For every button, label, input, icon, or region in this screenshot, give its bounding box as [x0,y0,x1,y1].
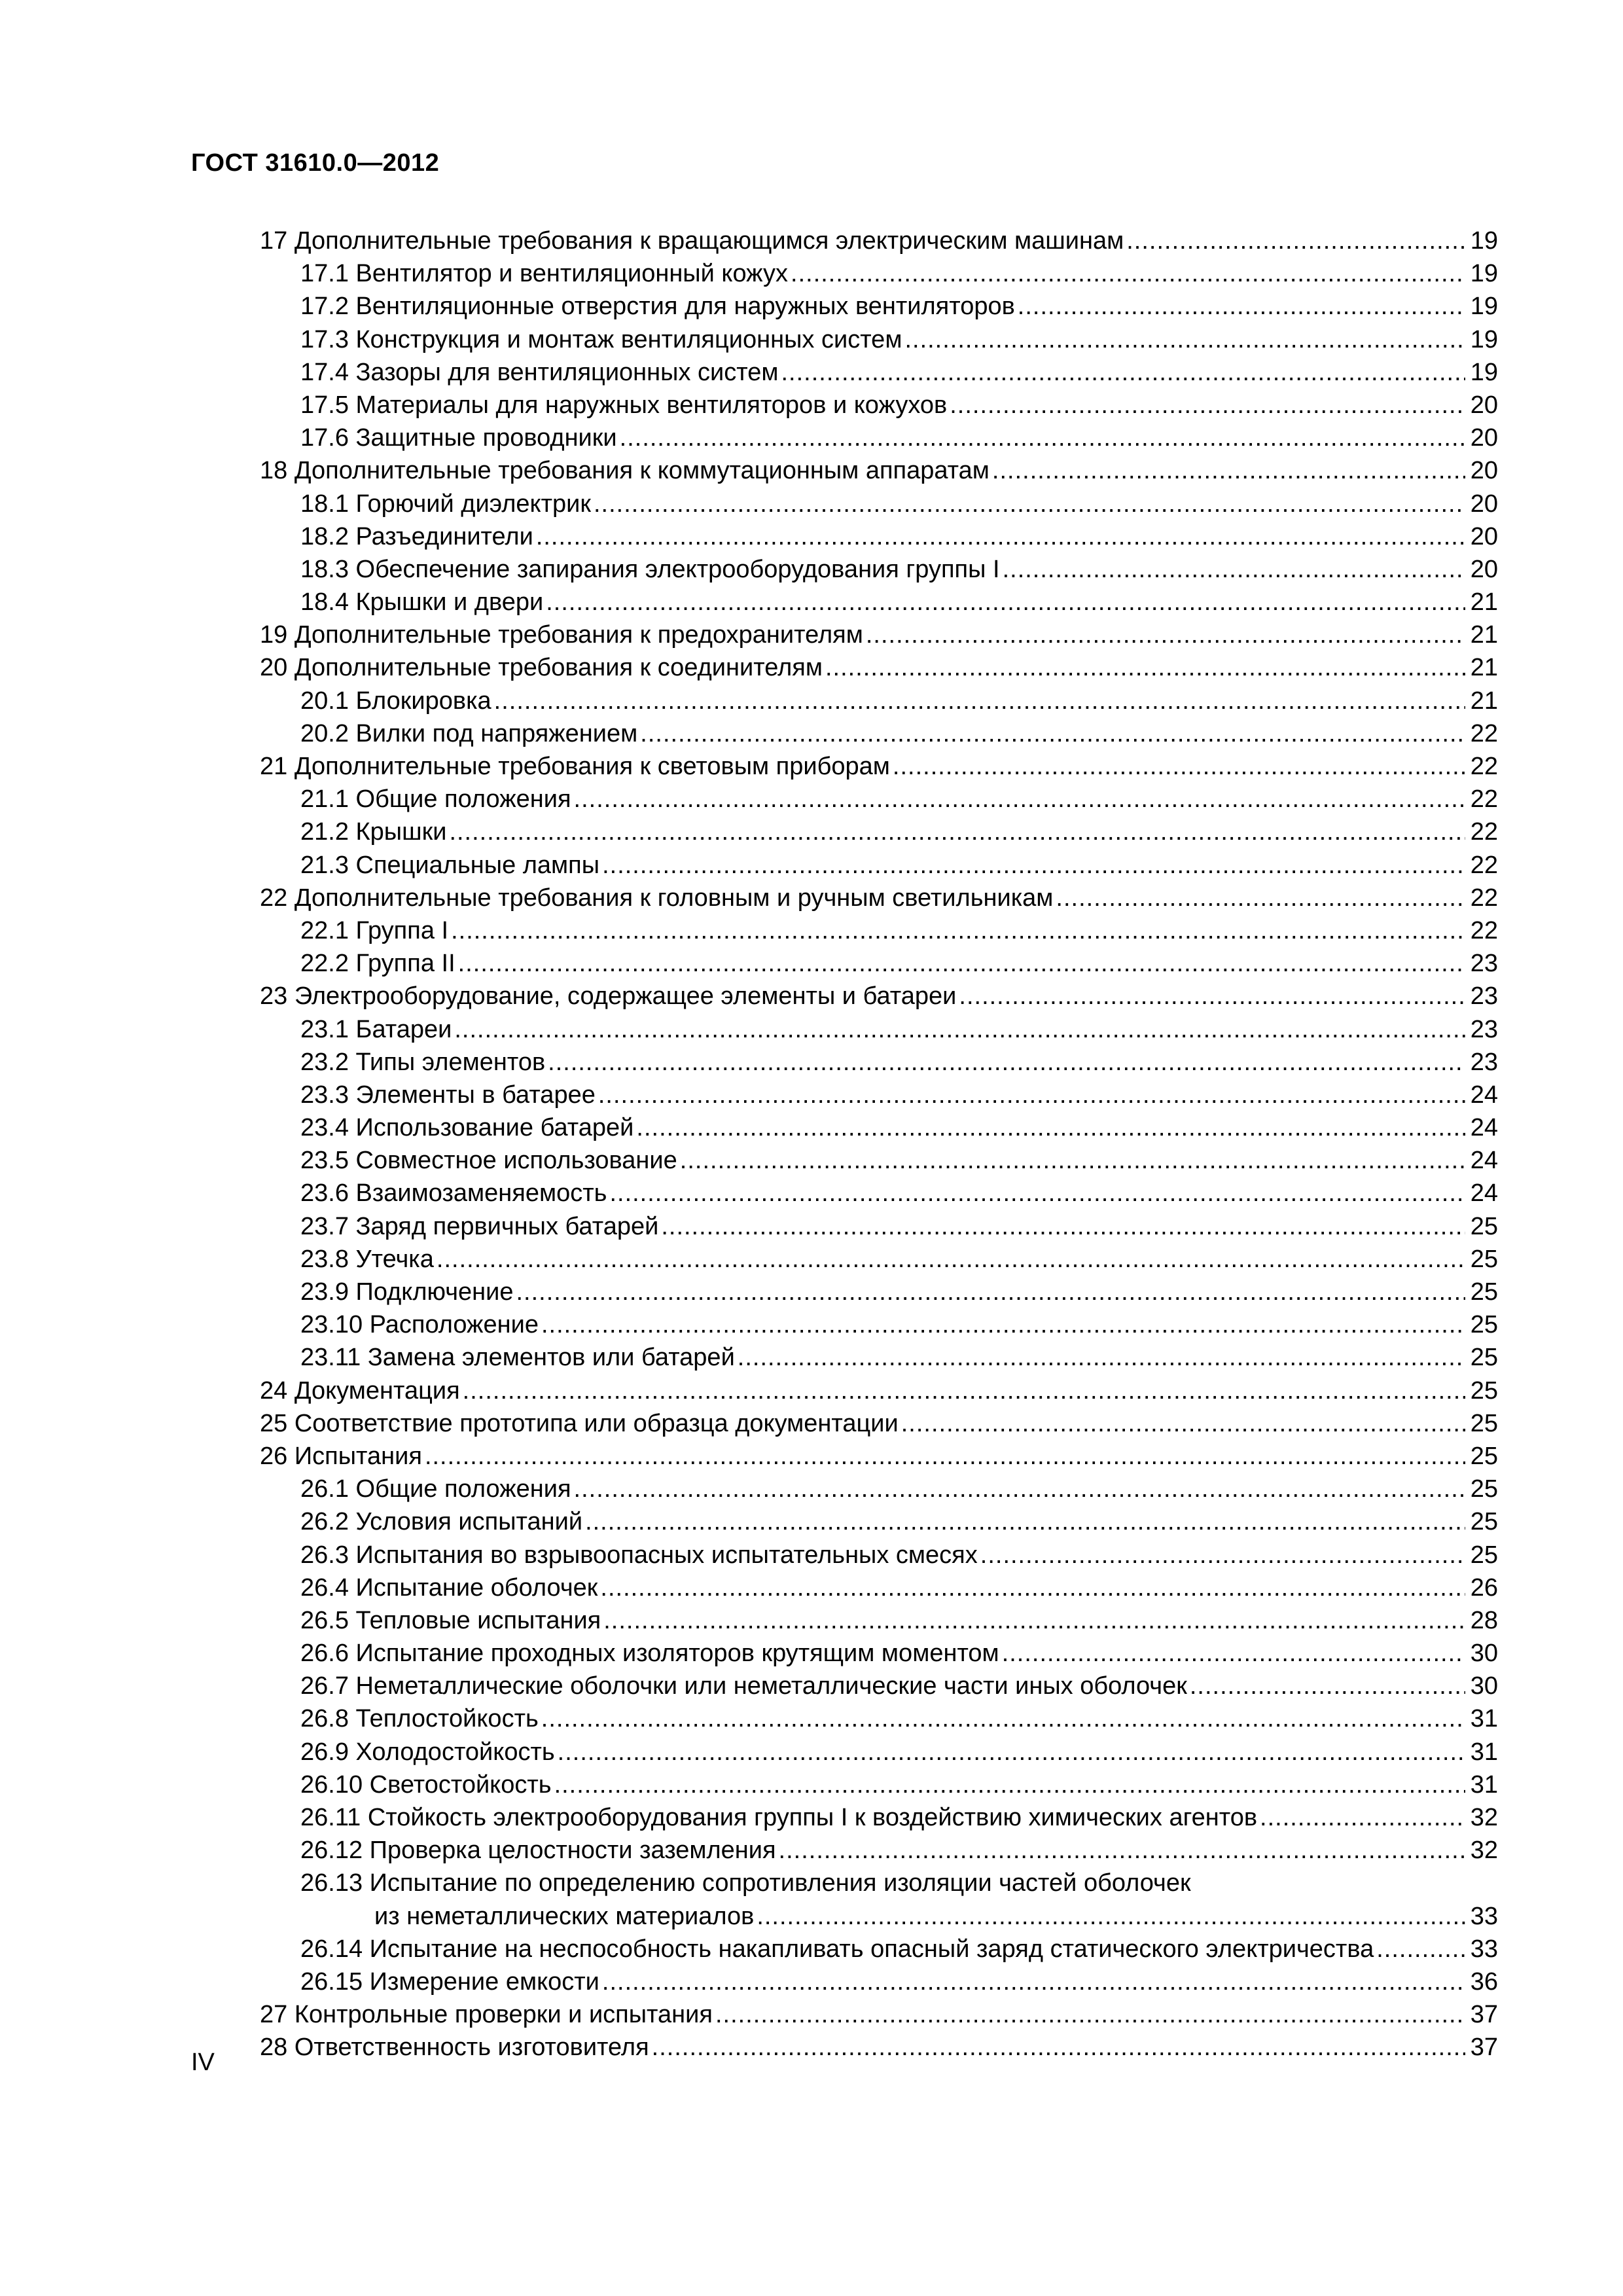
toc-dot-leader [609,1177,1465,1210]
toc-entry [260,980,1498,1013]
toc-entry-title: 26.15 Измерение емкости [300,1967,599,1996]
toc-entry [260,750,1498,783]
toc-entry-title: 26.7 Неметаллические оболочки или неметаллические части иных оболочек [300,1672,1187,1700]
toc-entry-page: 20 [1470,424,1498,452]
toc-entry [260,1243,1498,1276]
toc-entry-page: 24 [1470,1114,1498,1142]
toc-entry-title: 22.2 Группа II [300,950,455,978]
toc-dot-leader [494,685,1465,717]
toc-entry-title: 25 Соответствие прототипа или образца документации [260,1409,899,1437]
toc-entry [260,882,1498,914]
toc-entry-title: 20.2 Вилки под напряжением [300,719,638,747]
toc-dot-leader [451,914,1465,947]
toc-dot-leader [661,1210,1465,1243]
toc-entry-page: 22 [1470,884,1498,912]
toc-entry-page: 25 [1470,1508,1498,1536]
toc-entry [260,717,1498,750]
toc-entry-title: 17.4 Зазоры для вентиляционных систем [300,358,779,386]
toc-entry [260,849,1498,882]
toc-entry [260,947,1498,980]
toc-entry-title: 23.2 Типы элементов [300,1048,546,1076]
toc-dot-leader [585,1505,1465,1538]
toc-entry [260,1407,1498,1440]
toc-entry-page: 20 [1470,457,1498,485]
toc-entry-page: 31 [1470,1770,1498,1799]
toc-entry-page: 20 [1470,490,1498,518]
toc-entry-title: 17.6 Защитные проводники [300,424,617,452]
toc-entry [260,1670,1498,1702]
toc-entry-title: 23.11 Замена элементов или батарей [300,1344,735,1372]
toc-entry-page: 24 [1470,1179,1498,1208]
toc-dot-leader [715,1998,1465,2031]
toc-entry-title: 26 Испытания [260,1442,422,1470]
toc-dot-leader [1018,290,1465,323]
toc-entry-page: 36 [1470,1967,1498,1996]
toc-dot-leader [893,750,1465,783]
toc-entry-page: 20 [1470,391,1498,419]
toc-entry [260,1539,1498,1571]
page-number: IV [191,2049,215,2076]
toc-entry [260,1308,1498,1341]
toc-entry-title: 22 Дополнительные требования к головным и ручным светильникам [260,884,1054,912]
toc-entry-title: 20.1 Блокировка [300,687,491,715]
toc-entry-page: 19 [1470,227,1498,255]
toc-dot-leader [620,422,1465,454]
toc-dot-leader [574,1473,1465,1505]
toc-entry-page: 19 [1470,260,1498,288]
toc-dot-leader [458,947,1465,980]
toc-entry-page: 22 [1470,753,1498,780]
toc-entry [260,586,1498,619]
toc-entry-title: 17.5 Материалы для наружных вентиляторов и кожухов [300,391,948,419]
toc-dot-leader [1190,1670,1465,1702]
toc-entry-title: 17.2 Вентиляционные отверстия для наружных вентиляторов [300,293,1015,321]
toc-entry [260,520,1498,553]
toc-entry-page: 25 [1470,1376,1498,1405]
toc-entry-page: 25 [1470,1212,1498,1240]
toc-dot-leader [449,816,1465,848]
toc-entry [260,1374,1498,1407]
toc-entry-page: 33 [1470,1935,1498,1963]
toc-entry [260,1210,1498,1243]
toc-entry [260,619,1498,651]
toc-entry-title: 26.4 Испытание оболочек [300,1573,598,1602]
toc-dot-leader [738,1341,1465,1374]
toc-entry [260,1046,1498,1079]
toc-entry-title: 22.1 Группа I [300,916,449,944]
toc-dot-leader [541,1308,1465,1341]
toc-dot-leader [980,1539,1465,1571]
toc-dot-leader [1003,553,1465,586]
toc-entry-page: 20 [1470,555,1498,583]
toc-entry-page: 28 [1470,1606,1498,1634]
toc-dot-leader [904,323,1465,356]
toc-entry [260,914,1498,947]
toc-entry-title: 26.8 Теплостойкость [300,1705,539,1733]
toc-entry [260,1144,1498,1177]
toc-dot-leader [992,454,1465,487]
toc-entry-title: 26.13 Испытание по определению сопротивления изоляции частей оболочек [300,1869,1191,1897]
toc-entry [260,422,1498,454]
toc-dot-leader [541,1702,1465,1735]
toc-dot-leader [825,651,1465,684]
toc-entry-title: 21.2 Крышки [300,818,447,846]
toc-entry [260,1177,1498,1210]
toc-entry [260,1834,1498,1867]
toc-entry-title: 26.1 Общие положения [300,1475,571,1503]
toc-entry [260,1276,1498,1308]
toc-dot-leader [463,1374,1465,1407]
toc-entry-title: 27 Контрольные проверки и испытания [260,2001,713,2029]
toc-entry-title: 23.9 Подключение [300,1278,514,1306]
toc-dot-leader [600,1571,1465,1604]
toc-dot-leader [1056,882,1465,914]
toc-entry [260,685,1498,717]
toc-entry [260,224,1498,257]
toc-dot-leader [594,488,1465,520]
toc-dot-leader [866,619,1465,651]
toc-entry-title: 26.12 Проверка целостности заземления [300,1837,776,1865]
toc-entry-page: 22 [1470,916,1498,944]
toc-entry [260,1604,1498,1637]
toc-entry-page: 25 [1470,1409,1498,1437]
toc-entry [260,783,1498,816]
toc-entry-page: 23 [1470,982,1498,1011]
toc-dot-leader [536,520,1465,553]
toc-entry [260,1998,1498,2031]
toc-entry-page: 24 [1470,1081,1498,1109]
toc-entry [260,1736,1498,1768]
toc-entry-title: 18.3 Обеспечение запирания электрооборудования группы I [300,555,1000,583]
toc-entry-page: 24 [1470,1147,1498,1175]
toc-dot-leader [652,2031,1465,2064]
toc-entry-page: 21 [1470,687,1498,715]
toc-entry [260,1900,1498,1933]
toc-entry-title: 24 Документация [260,1376,460,1405]
toc-entry [260,1768,1498,1801]
toc-entry-title: 23.4 Использование батарей [300,1114,634,1142]
toc-entry [260,257,1498,290]
toc-entry [260,1637,1498,1670]
toc-entry [260,1965,1498,1998]
toc-dot-leader [791,257,1465,290]
toc-entry [260,1933,1498,1965]
toc-entry-title: 23.8 Утечка [300,1245,434,1273]
toc-entry [260,1473,1498,1505]
toc-dot-leader [1376,1933,1465,1965]
toc-entry-title: 26.5 Тепловые испытания [300,1606,601,1634]
toc-entry-title: 28 Ответственность изготовителя [260,2034,649,2062]
toc-entry-page: 33 [1470,1902,1498,1930]
toc-entry-title: 26.6 Испытание проходных изоляторов крутящим моментом [300,1640,999,1668]
toc-entry [260,454,1498,487]
toc-entry-page: 25 [1470,1541,1498,1569]
toc-entry-title: 20 Дополнительные требования к соединителям [260,654,823,682]
toc-entry-title: 23.1 Батареи [300,1015,452,1043]
toc-entry-title: 23.10 Расположение [300,1311,539,1339]
toc-dot-leader [959,980,1465,1013]
toc-entry-title: 26.11 Стойкость электрооборудования группы I к воздействию химических агентов [300,1804,1258,1831]
toc-dot-leader [454,1013,1465,1046]
toc-entry [260,1867,1498,1899]
toc-entry-title: 26.10 Светостойкость [300,1770,552,1799]
toc-entry-title: 26.2 Условия испытаний [300,1508,583,1536]
toc-entry-title: 26.14 Испытание на неспособность накапливать опасный заряд статического электричества [300,1935,1374,1963]
toc-entry-page: 21 [1470,654,1498,682]
toc-entry-title: 21 Дополнительные требования к световым приборам [260,753,890,780]
toc-dot-leader [1126,224,1465,257]
toc-entry [260,651,1498,684]
toc-entry [260,553,1498,586]
toc-entry-title: 17 Дополнительные требования к вращающимся электрическим машинам [260,227,1124,255]
toc-entry-title: 23.5 Совместное использование [300,1147,677,1175]
toc-entry-title: 23 Электрооборудование, содержащее элементы и батареи [260,982,957,1011]
toc-dot-leader [640,717,1465,750]
toc-entry-title: 21.1 Общие положения [300,785,571,814]
toc-dot-leader [425,1440,1465,1473]
toc-entry-title: 18.4 Крышки и двери [300,588,544,617]
toc-entry-title: 17.3 Конструкция и монтаж вентиляционных систем [300,325,902,353]
toc-entry-page: 26 [1470,1573,1498,1602]
toc-dot-leader [779,1834,1465,1867]
toc-entry-title: из неметаллических материалов [374,1902,755,1930]
toc-entry-page: 25 [1470,1245,1498,1273]
toc-dot-leader [757,1900,1465,1933]
toc-entry-page: 21 [1470,588,1498,617]
toc-entry-page: 25 [1470,1442,1498,1470]
toc-entry-title: 18 Дополнительные требования к коммутационным аппаратам [260,457,990,485]
document-header: ГОСТ 31610.0—2012 [191,149,440,177]
toc-entry [260,356,1498,389]
toc-entry-page: 37 [1470,2034,1498,2062]
toc-dot-leader [781,356,1465,389]
toc-entry [260,1571,1498,1604]
toc-entry-title: 26.3 Испытания во взрывоопасных испытательных смесях [300,1541,978,1569]
toc-dot-leader [680,1144,1465,1177]
toc-entry [260,816,1498,848]
toc-dot-leader [602,1965,1465,1998]
toc-dot-leader [558,1736,1465,1768]
toc-entry-title: 23.7 Заряд первичных батарей [300,1212,659,1240]
toc-entry [260,1505,1498,1538]
toc-entry [260,323,1498,356]
toc-entry-page: 25 [1470,1311,1498,1339]
toc-entry [260,1013,1498,1046]
toc-dot-leader [516,1276,1465,1308]
toc-entry [260,1111,1498,1144]
toc-entry-page: 22 [1470,719,1498,747]
toc-entry-page: 22 [1470,818,1498,846]
toc-dot-leader [554,1768,1465,1801]
toc-entry-page: 30 [1470,1640,1498,1668]
toc-entry-title: 18.2 Разъединители [300,522,533,550]
toc-entry-page: 19 [1470,325,1498,353]
toc-entry [260,290,1498,323]
toc-entry-page: 23 [1470,1015,1498,1043]
toc-entry-title: 21.3 Специальные лампы [300,851,600,879]
toc-dot-leader [574,783,1465,816]
toc-entry [260,488,1498,520]
toc-entry [260,1702,1498,1735]
toc-dot-leader [602,849,1465,882]
toc-entry-page: 23 [1470,950,1498,978]
toc-entry-title: 23.3 Элементы в батарее [300,1081,596,1109]
toc-entry-page: 23 [1470,1048,1498,1076]
toc-dot-leader [636,1111,1465,1144]
toc-entry-page: 31 [1470,1738,1498,1766]
toc-entry-page: 19 [1470,293,1498,321]
toc-entry-title: 26.9 Холодостойкость [300,1738,555,1766]
toc-entry-page: 21 [1470,621,1498,649]
toc-dot-leader [603,1604,1465,1637]
toc-entry-title: 17.1 Вентилятор и вентиляционный кожух [300,260,789,288]
toc-entry-page: 22 [1470,851,1498,879]
toc-entry-page: 20 [1470,522,1498,550]
toc-entry-page: 25 [1470,1475,1498,1503]
toc-entry-page: 25 [1470,1344,1498,1372]
toc-entry-page: 37 [1470,2001,1498,2029]
toc-entry-page: 32 [1470,1804,1498,1831]
toc-dot-leader [1260,1801,1465,1834]
toc-dot-leader [546,586,1465,619]
toc-entry-page: 25 [1470,1278,1498,1306]
toc-entry-page: 32 [1470,1837,1498,1865]
toc-entry [260,389,1498,422]
toc-dot-leader [1002,1637,1465,1670]
toc-dot-leader [548,1046,1465,1079]
toc-entry [260,1801,1498,1834]
toc-entry-title: 18.1 Горючий диэлектрик [300,490,591,518]
toc-dot-leader [598,1079,1465,1111]
toc-entry-page: 22 [1470,785,1498,814]
toc-dot-leader [901,1407,1465,1440]
toc-entry [260,1440,1498,1473]
toc-entry-page: 19 [1470,358,1498,386]
toc-entry-page: 31 [1470,1705,1498,1733]
toc-entry [260,1079,1498,1111]
toc-entry-title: 19 Дополнительные требования к предохранителям [260,621,863,649]
toc-dot-leader [437,1243,1465,1276]
toc-entry [260,1341,1498,1374]
table-of-contents [260,224,1498,2064]
toc-entry-page: 30 [1470,1672,1498,1700]
toc-entry-title: 23.6 Взаимозаменяемость [300,1179,607,1208]
toc-dot-leader [950,389,1465,422]
toc-entry [260,2031,1498,2064]
